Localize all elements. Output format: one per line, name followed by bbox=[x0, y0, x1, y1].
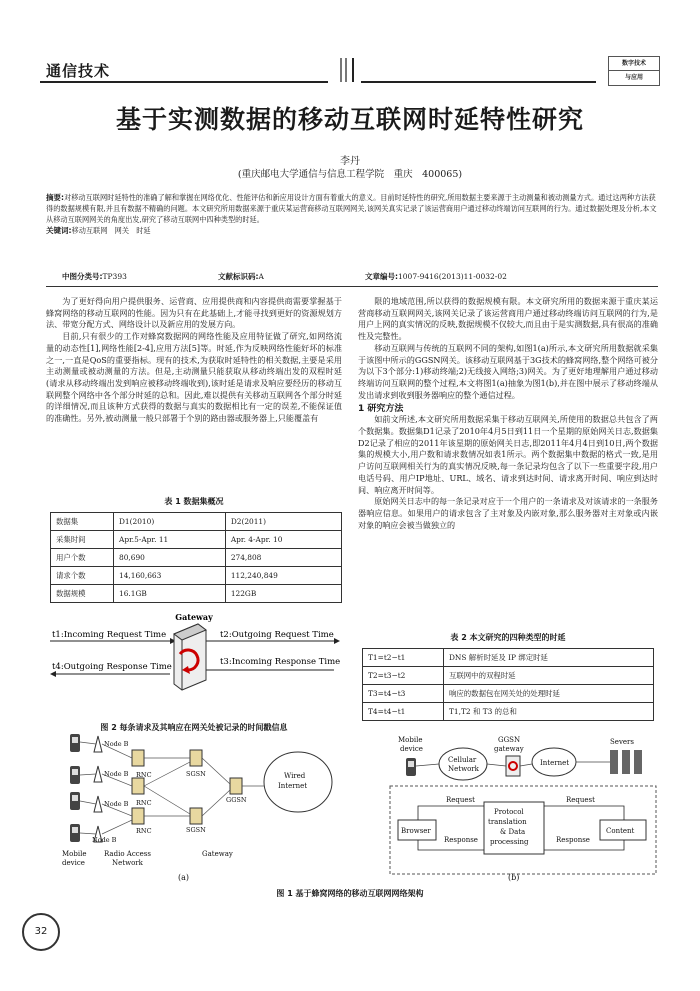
table-row bbox=[51, 585, 342, 603]
doc-code bbox=[218, 271, 264, 282]
mobile-label: Mobile bbox=[398, 736, 423, 744]
table-cell: T1=t2−t1 bbox=[363, 649, 444, 667]
wired-label: Wired bbox=[284, 772, 306, 780]
gateway-label: Gateway bbox=[202, 850, 233, 858]
table-cell: 采集时间 bbox=[51, 531, 114, 549]
table-cell: 互联网中的双程时延 bbox=[444, 667, 654, 685]
table-row bbox=[363, 703, 654, 721]
sgsn-icon bbox=[190, 750, 202, 766]
abstract-label: 摘要: bbox=[46, 193, 64, 202]
mobile-label: Mobile bbox=[62, 850, 87, 858]
doc-code-label: 文献标识码: bbox=[218, 272, 259, 281]
paragraph: 原始网关日志中的每一条记录对应于一个用户的一条请求及对该请求的一条服务器响应信息。如果用户的请求包含了主对象及内嵌对象,那么服务器对主对象或内嵌对象的响应会被当做独立的 bbox=[358, 496, 658, 530]
author: 李丹 bbox=[340, 156, 360, 167]
paragraph: 如前文所述,本文研究所用数据采集于移动互联网关,所使用的数据总共包含了两个数据集。数据集D1记录了2010年4月5日到11日一个星期的原始网关日志,数据集D2记录了相应的2011年该星期的原始网关日志,即2011年4月4日到10日,两个数据集的规模大小,用户数和请求数情况如表1所示。两个数据集中数据的格式一致,是用户访问互联网相关行为的真实情况反映,每一条记录均包含了以下一些重要字段,用户电话号码、用户IP地址、URL、域名、请求到达时间、请求离开时间、响应到达时间、响应离开时间等。 bbox=[358, 414, 658, 495]
browser-label: Browser bbox=[401, 827, 431, 835]
figure1b bbox=[388, 734, 660, 884]
mobile-phone-icon bbox=[70, 792, 80, 810]
data-label: & Data bbox=[500, 828, 526, 836]
nodeb-label: Node B bbox=[92, 836, 117, 844]
paragraph: 为了更好得向用户提供服务、运营商、应用提供商和内容提供商需要掌握基于蜂窝网络的移动互联网的性能。因为只有在此基础上,才能寻找到更好的资源规划方法、带宽分配方式、网络设计以及新应用的发展方向。 bbox=[46, 296, 342, 330]
clc-value: TP393 bbox=[102, 272, 127, 281]
nodeb-label: Node B bbox=[104, 770, 129, 778]
table-cell: 274,808 bbox=[225, 549, 341, 567]
table-cell: Apr.5-Apr. 11 bbox=[114, 531, 226, 549]
gateway-label: Gateway bbox=[175, 612, 213, 622]
table-cell: 16.1GB bbox=[114, 585, 226, 603]
figure2-caption: 图 2 每条请求及其响应在网关处被记录的时间戳信息 bbox=[100, 723, 288, 732]
paragraph: 移动互联网与传统的互联网不同的架构,如图1(a)所示,本文研究所用数据就采集于该图中所示的GGSN网关。该移动互联网基于3G技术的蜂窝网络,整个网络可被分为以下3个部分:1)移动终端;2)无线接入网络;3)网关。为了更好地理解用户通过移动终端访问互联网的整个过程,本文将图1(a)抽象为图1(b),并在图中展示了移动终端从发出请求到收到服务器响应的整个通信过程。 bbox=[358, 342, 658, 400]
table-cell: D2(2011) bbox=[225, 513, 341, 531]
rnc-icon bbox=[132, 778, 144, 794]
table-row bbox=[51, 549, 342, 567]
request-label: Request bbox=[566, 796, 595, 804]
ggsn-label: GGSN bbox=[226, 796, 247, 804]
page-header bbox=[0, 0, 700, 88]
arrow-head bbox=[334, 638, 340, 644]
figure1a bbox=[60, 732, 360, 884]
table-cell: 14,160,663 bbox=[114, 567, 226, 585]
ggsn-label: GGSN bbox=[498, 736, 521, 744]
network-label: Network bbox=[448, 765, 479, 773]
table-cell: 请求个数 bbox=[51, 567, 114, 585]
header-divider bbox=[340, 58, 342, 82]
paragraph: 目前,只有很少的工作对蜂窝数据网的网络性能及应用特征做了研究,如网络流量的动态性[1],网络性能[2-4],应用方法[5]等。时延,作为反映网络性能好坏的标准之一,一直是QoS的重要指标。现有的技术,为获取时延特性的相关数据,主要是采用主动测量或被动测量的方法。但是,主动测量只能获取从移动终端出发的双程时延(请求从移动终端出发到响应被移动终端收到),该时延是请求及响应要经历的移动互联网整个网络中各个部分时延的总和。因此,难以提供有关移动互联网各个部分时延的详细情况,而且该种方式获得的数据与真实的数据相比有一定的误差,不能保证值的准确性。另外,被动测量一般只部署于个别的路由器或服务器上,只能覆盖有 bbox=[46, 331, 342, 424]
internet-label: Internet bbox=[278, 782, 308, 790]
header-divider bbox=[345, 58, 347, 82]
abstract-text: 对移动互联网时延特性的准确了解和掌握在网络优化、性能评估和新应用设计方面有着重大的意义。目前时延特性的研究,所用数据主要来源于主动测量和被动测量方式。通过这两种方法获得的数据规模有限,并且有数据不精确的问题。本文研究所用数据来源于重庆某运营商移动互联网网关,该网关真实记录了该运营商用户通过移动终端访问互联网的行为。通过数据处理及分析,本文从移动互联网网关的角度出发,研究了移动互联网中四种类型的时延。 bbox=[46, 193, 657, 224]
sgsn-label: SGSN bbox=[186, 826, 206, 834]
table-cell: 用户个数 bbox=[51, 549, 114, 567]
network-label: Network bbox=[112, 859, 143, 867]
protocol-label: Protocol bbox=[494, 808, 524, 816]
table-cell: T2=t3−t2 bbox=[363, 667, 444, 685]
sgsn-label: SGSN bbox=[186, 770, 206, 778]
divider bbox=[46, 286, 658, 287]
response-label: Response bbox=[556, 836, 590, 844]
mobile-phone-icon bbox=[406, 758, 416, 776]
page-number: 32 bbox=[22, 913, 60, 951]
mobile-phone-icon bbox=[70, 734, 80, 752]
table2 bbox=[362, 648, 654, 721]
article-no bbox=[365, 271, 507, 282]
table-cell: T4=t4−t1 bbox=[363, 703, 444, 721]
table-cell: 122GB bbox=[225, 585, 341, 603]
request-label: Request bbox=[446, 796, 475, 804]
t2-label: t2:Outgoing Request Time bbox=[220, 630, 334, 640]
table-row bbox=[51, 531, 342, 549]
server-icon bbox=[610, 750, 642, 774]
response-label: Response bbox=[444, 836, 478, 844]
section-label: 通信技术 bbox=[46, 62, 111, 80]
clc bbox=[62, 271, 127, 282]
keywords-label: 关键词: bbox=[46, 226, 72, 235]
rnc-label: RNC bbox=[136, 799, 152, 807]
mobile-phone-icon bbox=[70, 766, 80, 784]
paper-title: 基于实测数据的移动互联网时延特性研究 bbox=[115, 105, 584, 134]
abstract bbox=[46, 192, 658, 236]
nodeb-label: Node B bbox=[104, 740, 129, 748]
sgsn-icon bbox=[190, 808, 202, 824]
gateway-label: gateway bbox=[494, 745, 524, 753]
t3-label: t3:Incoming Response Time bbox=[220, 657, 341, 667]
logo-text-top: 数字技术 bbox=[621, 60, 646, 67]
translation-label: translation bbox=[488, 818, 527, 826]
header-rule-left bbox=[40, 81, 328, 83]
affiliation: (重庆邮电大学通信与信息工程学院 重庆 400065) bbox=[237, 169, 463, 180]
logo-text-bottom: 与应用 bbox=[609, 70, 659, 84]
servers-label: Severs bbox=[610, 738, 634, 746]
table-cell: T1,T2 和 T3 的总和 bbox=[444, 703, 654, 721]
subfigure-b-label: (b) bbox=[508, 873, 520, 882]
figure1-caption: 图 1 基于蜂窝网络的移动互联网网络架构 bbox=[276, 889, 424, 898]
section-heading: 1 研究方法 bbox=[358, 404, 404, 415]
table-row bbox=[363, 685, 654, 703]
gateway-icon bbox=[506, 756, 520, 776]
table-row bbox=[363, 667, 654, 685]
rnc-label: RNC bbox=[136, 771, 152, 779]
paragraph: 限的地域范围,所以获得的数据规模有限。本文研究所用的数据来源于重庆某运营商移动互联网网关,该网关记录了该运营商用户通过移动终端访问互联网的行为,是用户上网的真实情况的反映,数据规模不仅较大,而且由于是实测数据,具有很高的准确性及完整性。 bbox=[358, 296, 658, 342]
table1-caption: 表 1 数据集概况 bbox=[164, 497, 224, 506]
keywords: 移动互联网 网关 时延 bbox=[71, 226, 151, 235]
figure2 bbox=[46, 608, 346, 708]
table1 bbox=[50, 512, 342, 603]
cellular-label: Cellular bbox=[448, 756, 477, 764]
device-label: device bbox=[62, 859, 85, 867]
table-cell: 数据规模 bbox=[51, 585, 114, 603]
table-cell: D1(2010) bbox=[114, 513, 226, 531]
rnc-label: RNC bbox=[136, 827, 152, 835]
gateway-icon bbox=[174, 624, 206, 690]
clc-label: 中图分类号: bbox=[62, 272, 103, 281]
mobile-phone-icon bbox=[70, 824, 80, 842]
article-no-value: 1007-9416(2013)11-0032-02 bbox=[398, 272, 507, 281]
internet-label: Internet bbox=[540, 759, 570, 767]
header-rule-right bbox=[361, 81, 596, 83]
table-row bbox=[363, 649, 654, 667]
doc-code-value: A bbox=[258, 272, 264, 281]
right-column bbox=[358, 296, 658, 531]
table-row bbox=[51, 513, 342, 531]
header-divider bbox=[352, 58, 354, 82]
table-cell: 112,240,849 bbox=[225, 567, 341, 585]
table-row bbox=[51, 567, 342, 585]
ran-label: Radio Access bbox=[104, 850, 151, 858]
table-cell: 数据集 bbox=[51, 513, 114, 531]
rnc-icon bbox=[132, 808, 144, 824]
ggsn-icon bbox=[230, 778, 242, 794]
cellular-cloud-icon bbox=[439, 748, 487, 780]
table2-caption: 表 2 本文研究的四种类型的时延 bbox=[450, 633, 566, 642]
nodeb-label: Node B bbox=[104, 800, 129, 808]
table-cell: DNS 解析时延及 IP 绑定时延 bbox=[444, 649, 654, 667]
subfigure-a-label: (a) bbox=[178, 873, 190, 882]
table-cell: T3=t4−t3 bbox=[363, 685, 444, 703]
rnc-icon bbox=[132, 750, 144, 766]
t4-label: t4:Outgoing Response Time bbox=[52, 662, 172, 672]
left-column bbox=[46, 296, 342, 425]
processing-label: processing bbox=[490, 838, 529, 846]
journal-logo bbox=[608, 56, 660, 86]
table-cell: 响应的数据包在网关处的处理时延 bbox=[444, 685, 654, 703]
t1-label: t1:Incoming Request Time bbox=[52, 630, 167, 640]
table-cell: Apr. 4-Apr. 10 bbox=[225, 531, 341, 549]
content-label: Content bbox=[606, 827, 635, 835]
device-label: device bbox=[400, 745, 423, 753]
article-no-label: 文章编号: bbox=[365, 272, 398, 281]
table-cell: 80,690 bbox=[114, 549, 226, 567]
